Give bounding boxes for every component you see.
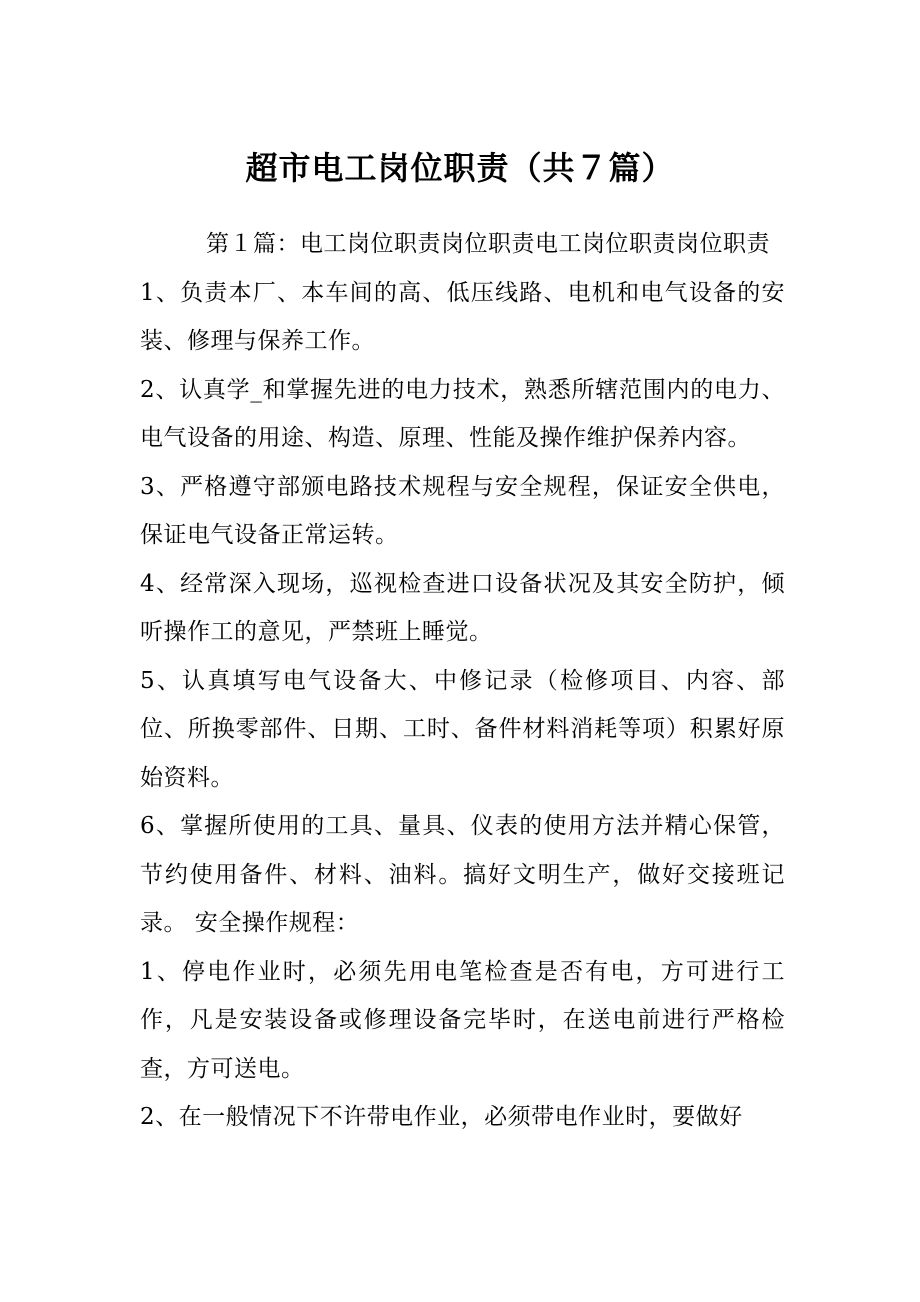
document-title: 超市电工岗位职责（共７篇） — [245, 149, 675, 187]
paragraph: 5、认真填写电气设备大、中修记录（检修项目、内容、部位、所换零部件、日期、工时、备件材料消耗等项）积累好原始资料。 — [140, 667, 785, 791]
paragraph-heading: 第１篇：电工岗位职责岗位职责电工岗位职责岗位职责 — [206, 231, 770, 257]
paragraph: 3、严格遵守部颁电路技术规程与安全规程，保证安全供电，保证电气设备正常运转。 — [140, 473, 785, 548]
paragraph: 1、停电作业时，必须先用电笔检查是否有电，方可进行工作，凡是安装设备或修理设备完毕时，在送电前进行严格检查，方可送电。 — [140, 958, 785, 1082]
paragraph: 1、负责本厂、本车间的高、低压线路、电机和电气设备的安装、修理与保养工作。 — [140, 279, 785, 354]
paragraph: 4、经常深入现场，巡视检查进口设备状况及其安全防护，倾听操作工的意见，严禁班上睡觉。 — [140, 570, 785, 645]
paragraph: 6、掌握所使用的工具、量具、仪表的使用方法并精心保管，节约使用备件、材料、油料。搞好文明生产，做好交接班记录。 安全操作规程： — [140, 813, 785, 936]
document-body — [140, 220, 785, 1142]
paragraph: 2、认真学_和掌握先进的电力技术，熟悉所辖范围内的电力、电气设备的用途、构造、原理、性能及操作维护保养内容。 — [140, 376, 785, 451]
paragraph: 2、在一般情况下不许带电作业，必须带电作业时，要做好 — [140, 1104, 743, 1130]
